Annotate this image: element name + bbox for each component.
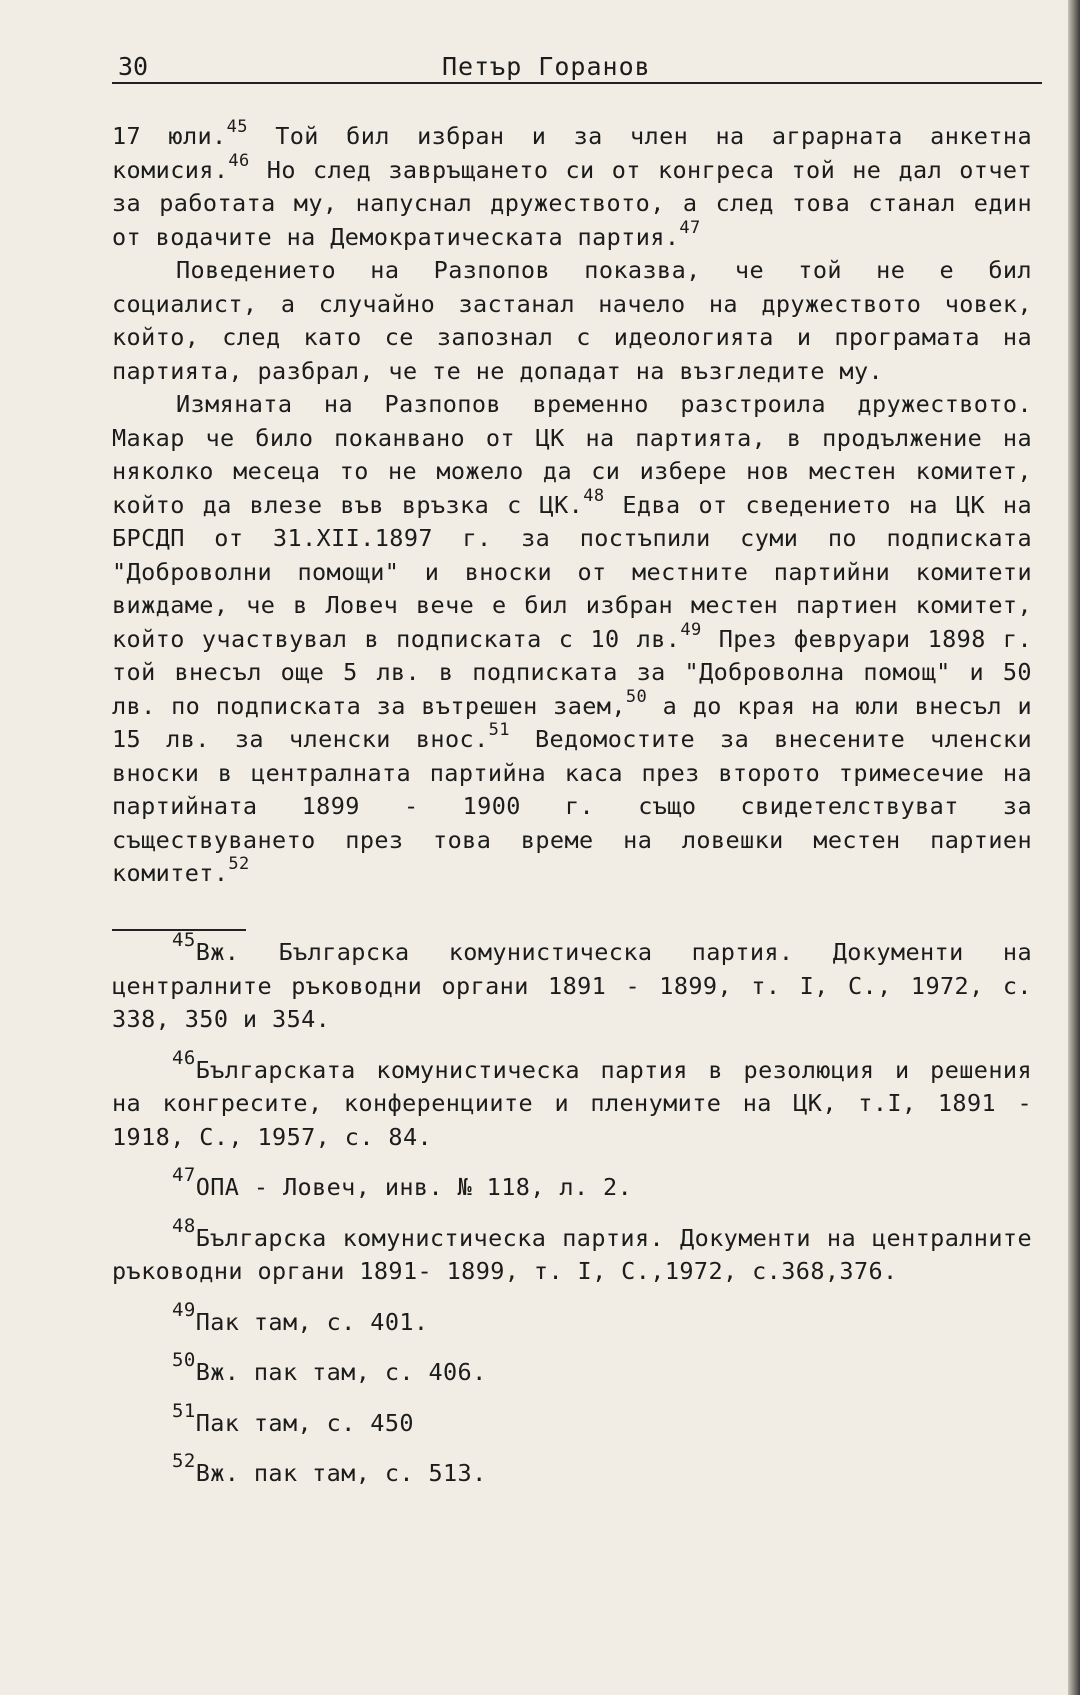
footnote-number: 50: [172, 1348, 196, 1371]
footnote-text: Пак там, с. 401.: [195, 1307, 429, 1336]
footnote-number: 45: [172, 928, 196, 951]
footnote-ref: 52: [228, 854, 250, 875]
footnote-ref: 50: [625, 686, 648, 707]
footnote: [112, 1348, 1032, 1390]
footnote: [112, 1214, 1032, 1289]
footnote-number: 49: [172, 1298, 196, 1321]
body-paragraph: [112, 254, 1032, 388]
text-run: а до края на юли внесъл и 15 лв. за членски внос.: [112, 691, 1032, 753]
footnote-ref: 48: [583, 485, 605, 506]
text-run: Той бил избран и за член на аграрната анкетна комисия.: [112, 122, 1032, 184]
footnote-number: 46: [172, 1046, 196, 1069]
main-text: [112, 117, 1033, 891]
footnote-number: 47: [172, 1163, 196, 1186]
text-run: Но след завръщането си от конгреса той не дал отчет за работата му, напуснал дружеството, а след това станал един от водачите на Демократическата партия.: [112, 155, 1032, 251]
text-run: Измяната на Разпопов временно разстроила дружеството. Макар че било поканвано от ЦК на партията, в продължение на няколко месеца то не можело да си избере нов местен комитет, който да влезе във връзка с ЦК.: [112, 390, 1032, 519]
text-run: 17 юли.: [112, 122, 227, 150]
footnote-text: ОПА - Ловеч, инв. № 118, л. 2.: [195, 1173, 633, 1201]
footnote-ref: 45: [226, 117, 248, 138]
footnote-ref: 46: [228, 150, 250, 171]
body-paragraph: [112, 117, 1032, 254]
footnote-number: 52: [172, 1449, 196, 1472]
footnote: [112, 928, 1032, 1037]
footnote-text: Българската комунистическа партия в резолюция и решения на конгресите, конференциите и пленумите на ЦК, т.I, 1891 - 1918, С., 1957, с. 84.: [112, 1055, 1032, 1151]
footnote-text: Вж. Българска комунистическа партия. Документи на централните ръководни органи 1891 - 1899, т. I, С., 1972, с. 338, 350 и 354.: [112, 938, 1032, 1033]
text-run: Ведомостите за внесените членски вноски в централната партийна каса през второто тримесечие на партийната 1899 - 1900 г. също свидетелствуват за съществуването през това време на ловешки местен партиен комитет.: [112, 725, 1033, 887]
footnote-text: Пак там, с. 450: [195, 1408, 414, 1437]
footnote-ref: 47: [679, 217, 701, 238]
footnote-number: 48: [172, 1214, 196, 1237]
footnote: [112, 1399, 1032, 1441]
page-number: 30: [118, 52, 149, 81]
text-run: През февруари 1898 г. той внесъл още 5 лв. в подписката за "Доброволна помощ" и 50 лв. по подписката за вътрешен заем,: [112, 624, 1032, 720]
footnote-text: Вж. пак там, с. 406.: [195, 1358, 487, 1386]
footnote-text: Българска комунистическа партия. Документи на централните ръководни органи 1891- 1899, т. I, С.,1972, с.368,376.: [112, 1223, 1032, 1285]
footnote-text: Вж. пак там, с. 513.: [195, 1459, 487, 1487]
footnote-number: 51: [172, 1399, 196, 1422]
footnote: [112, 1163, 1032, 1205]
footnote-ref: 49: [680, 619, 702, 640]
footnote: [112, 1046, 1032, 1155]
text-run: Едва от сведението на ЦК на БРСДП от 31.XII.1897 г. за постъпили суми по подписката "Доброволни помощи" и вноски от местните партийни комитети виждаме, че в Ловеч вече е бил избран местен партиен комитет, който участвувал в подписката с 10 лв.: [112, 490, 1032, 653]
page-header: [112, 48, 1042, 84]
footnote: [112, 1298, 1032, 1340]
page-edge-shadow: [1068, 0, 1080, 1695]
running-title: Петър Горанов: [442, 52, 651, 81]
footnote: [112, 1449, 1032, 1491]
text-run: Поведението на Разпопов показва, че той не е бил социалист, а случайно застанал начело на дружеството човек, който, след като се запознал с идеологията и програмата на партията, разбрал, че те не допадат на възгледите му.: [112, 256, 1032, 385]
body-paragraph: [112, 388, 1032, 891]
footnotes: [112, 928, 1032, 1508]
footnote-ref: 51: [488, 720, 510, 741]
